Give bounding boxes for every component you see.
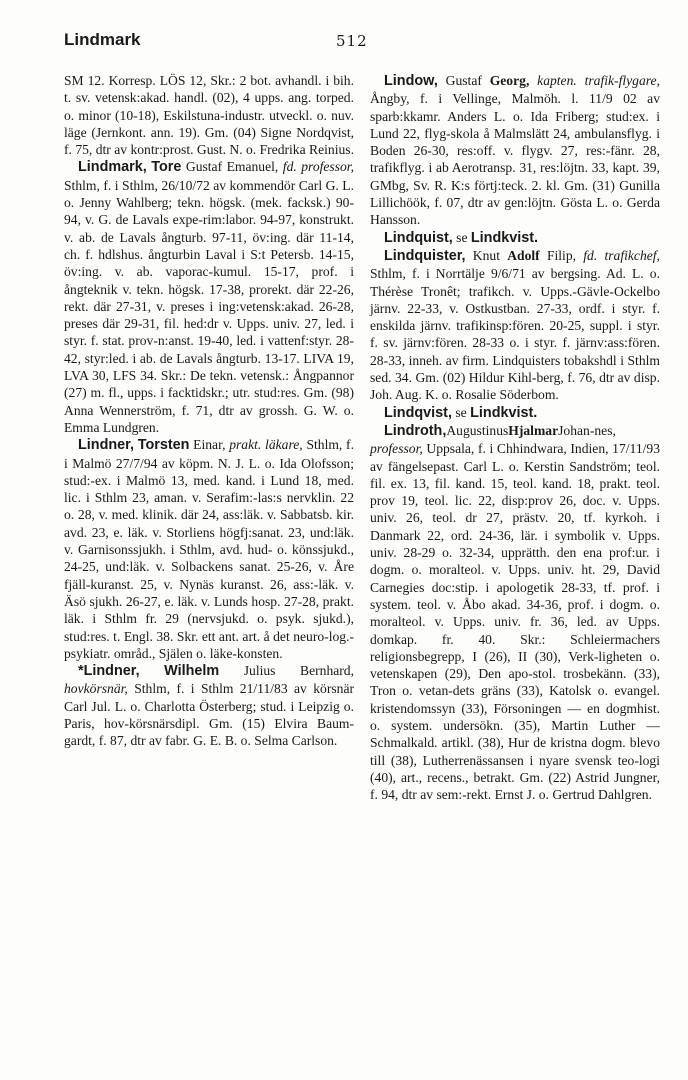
entry-body: Uppsala, f. i Chhindwara, Indien, 17/11/93 av fängelsepast. Carl L. o. Kerstin Sandström; teol. fil. ex. 13, fil. kand. 15, teol. kand. 18, prakt. teol. prov 19, teol. lic. 22, disp:prov 26, doc. v. Upps. univ. 26, teol. dr 27, prästv. 20, tf. kyrkoh. i Danmark 22, ord. 24-36, lär. i symbolik v. Upps. univ. 28-29 o. 32-34, upprätth. den ena prof:ur. i dogm. o. moralteol. v. Upps. univ. ht. 29, David Carnegies doc:stip. i apologetik 28-33, tf. prof. i system. teol. v. Åbo akad. 34-36, prof. i dogm. o. moralteol. v. Upps. univ. fr. 36, led. av Upps. domkap. fr. 40. Skr.: Schleiermachers religionsbegrepp, I (26), II (30), Verk-ligheten o. vetenskapen (29), Den apo-stol. trosbekänn. (33), Tron o. vetan-dets gräns (33), Katolsk o. evangel. kristendomssyn (33), Försoningen — en dogmhist. o. system. undersökn. (35), Martin Luther — Schmalkald. artikl. (38), Hur de kristna dogm. blevo till (38), Lutherrenässansen i nyare svensk teo-logi (40), art., recens., betrakt. Gm. (22) Astrid Jungner, f. 94, dtr av sem:-rekt. Ernst J. o. Gertrud Dahlgren. — [370, 441, 660, 803]
entry-given-bold: Torsten — [137, 437, 190, 454]
entry-surname: Lindqvist, — [384, 404, 452, 421]
entry-given: Einar, — [193, 437, 226, 453]
entry-lindroth-hjalmar — [370, 422, 660, 804]
entry-surname: Lindquist, — [384, 229, 453, 246]
entry-lindow-gustaf — [370, 72, 660, 229]
entry-lindquister-knut — [370, 247, 660, 404]
page-header — [64, 30, 652, 56]
entry-body: Sthlm, f. i Malmö 27/7/94 av köpm. N. J. L. o. Ida Olofsson; stud:-ex. i Malmö 13, med. kand. i Lund 18, med. lic. i Sthlm 23, aman. v. Serafim:-las:s nervklin. 22 o. 28, v. med. klinik. där 24, ass:läk. v. Sabbatsb. kir. avd. 23, e. läk. v. Storliens högfj:sanat. 23, und:läk. v. Garnisonssjukh. i Sthlm, avd. hud- o. könssjukd., 24-25, und:läk. v. Solbackens sanat. 25-26, v. Åre fjäll-kuranst. 25, v. Nynäs kuranst. 26, ass:-läk. v. Äsö sjukh. 26-27, e. läk. v. Lunds hosp. 27-28, prakt. läk. i Sthlm fr. 29 (nervsjukd. o. psyk. sjukd.), stud:res. t. Engl. 38. Skr. ett ant. art. å det neuro-log.-psykiatr. områd., Själen o. läke-konsten. — [64, 437, 354, 661]
entry-title: fd. trafikchef, — [583, 247, 660, 263]
entry-given-bold: Adolf — [507, 247, 540, 263]
right-column — [370, 72, 660, 803]
entry-title: professor, — [370, 441, 423, 457]
page-number: 512 — [336, 32, 368, 50]
entry-given: Augustinus — [446, 422, 509, 438]
entry-continuation — [64, 72, 354, 158]
entry-lindner-wilhelm — [64, 662, 354, 749]
entry-given-bold: Hjalmar — [508, 422, 559, 438]
entry-given: Gustaf — [445, 73, 482, 88]
entry-lindner-torsten — [64, 436, 354, 662]
entry-body: SM 12. Korresp. LÖS 12, Skr.: 2 bot. avhandl. i bih. t. sv. vetensk:akad. handl. (02), 4 upps. ang. torped. o. minor (10-18), Eskilstuna-industr. utveckl. o. nuv. läge (Jernkont. ann. 19). Gm. (04) Signe Nordqvist, f. 75, dtr av kontr:prost. Gust. N. o. Fredrika Reinius. — [64, 73, 354, 158]
entry-title: kapten. trafik-flygare, — [537, 73, 660, 88]
entry-body: Sthlm, f. i Sthlm 21/11/83 av körsnär Carl Jul. L. o. Charlotta Österberg; stud. i Leipzig o. Paris, hov-körsnärsdipl. Gm. (15) Elvira Baum-gardt, f. 87, dtr av fabr. G. E. B. o. Selma Carlson. — [64, 681, 354, 749]
entry-body: se — [455, 404, 467, 420]
left-column — [64, 72, 354, 750]
entry-lindquist-see — [370, 229, 660, 247]
entry-surname: Lindquister, — [384, 247, 466, 264]
entry-given: Knut — [472, 247, 500, 263]
entry-given-bold: Georg, — [489, 73, 530, 88]
entry-surname: Lindner, — [78, 437, 134, 454]
cross-reference: Lindkvist. — [470, 229, 539, 246]
entry-given-bold: Wilhelm — [164, 663, 220, 680]
entry-surname: Lindow, — [384, 73, 438, 89]
entry-given-bold: Tore — [151, 159, 182, 176]
entry-body: Sthlm, f. i Sthlm, 26/10/72 av kommendör Carl G. L. o. Jenny Wahlberg; tekn. högsk. (mek. facksk.) 90-94, v. G. de Lavals expe-rim:labor. 94-97, konstrukt. v. ab. de Lavals ångturb. 97-11, öv:ing. där 11-14, ch. f. hdlshus. ångturbin Laval i S:t Petersb. 14-15, öv:ing. v. ab. vaporac-kumul. 15-17, prof. i ångteknik v. tekn. högsk. 17-38, prorekt. där 22-26, rekt. där 27-31, v. preses i ing:vetensk:akad. 26-28, preses där 29-31, fil. hed:dr v. Upps. univ. 27, led. i styr. f. stat. prov-n:anst. 19-40, led. i vattenf:styr. 28-42, styr:led. i ab. de Lavals ångturb. 13-17. LIVA 19, LVA 30, LFS 34. Skr.: De tekn. vetensk.: Ångpannor (27) m. fl., upps. i facktidskr.; utr. stud:res. Gm. (98) Anna Wennerström, f. 71, dtr av grossh. G. W. o. Emma Lundgren. — [64, 177, 354, 435]
entry-title: hovkörsnär, — [64, 681, 128, 697]
entry-lindqvist-see — [370, 404, 660, 422]
entry-body: Sthlm, f. i Norrtälje 9/6/71 av bergsing. Ad. L. o. Thérèse Tronêt; trafikch. v. Upps.-Gävle-Ockelbo järnv. 22-33, v. Ostkustban. 27-33, ordf. i styr. f. enskilda järnv. trafikinsp:fören. 20-25, suppl. i styr. f. sv. järnv:fören. 28-33 o. i styr. f. järnv:ass:fören. 28-33, inneh. av firm. Lindquisters tobakshdl i Sthlm sed. 34. Gm. (02) Hildur Kihl-berg, f. 76, dtr av disp. Joh. Aug. K. o. Rosalie Söderbom. — [370, 266, 660, 403]
entry-surname: Lindmark, — [78, 159, 147, 176]
entry-surname: Lindroth, — [384, 422, 447, 439]
entry-body: se — [456, 229, 468, 245]
entry-surname: *Lindner, — [78, 663, 140, 680]
entry-given: Gustaf Emanuel, — [185, 159, 279, 175]
running-head: Lindmark — [64, 30, 141, 49]
entry-given: Johan-nes, — [558, 422, 616, 438]
entry-given: Filip, — [546, 247, 577, 263]
entry-title: fd. professor, — [282, 159, 354, 175]
entry-given: Julius Bernhard, — [243, 663, 355, 679]
entry-title: prakt. läkare, — [229, 437, 303, 453]
entry-lindmark-tore — [64, 158, 354, 436]
entry-body: Ångby, f. i Vellinge, Malmöh. l. 11/9 02 av sparb:kkamr. Anders L. o. Ida Friberg; stud:ex. i Lund 22, flyg-skola å Malmslätt 24, ambulansflyg. i Boden 26-30, res:off. v. flygv. 27, res:-fänr. 28, trafikflyg. i ab Aerotransp. 31, res:löjtn. 33, kapt. 39, GMbg, Sv. R. K:s förtj:teck. 2. kl. Gm. (31) Gunilla Lillichöök, f. 07, dtr av gen:löjtn. Gösta L. o. Gerda Hansson. — [370, 91, 660, 228]
cross-reference: Lindkvist. — [470, 404, 538, 421]
